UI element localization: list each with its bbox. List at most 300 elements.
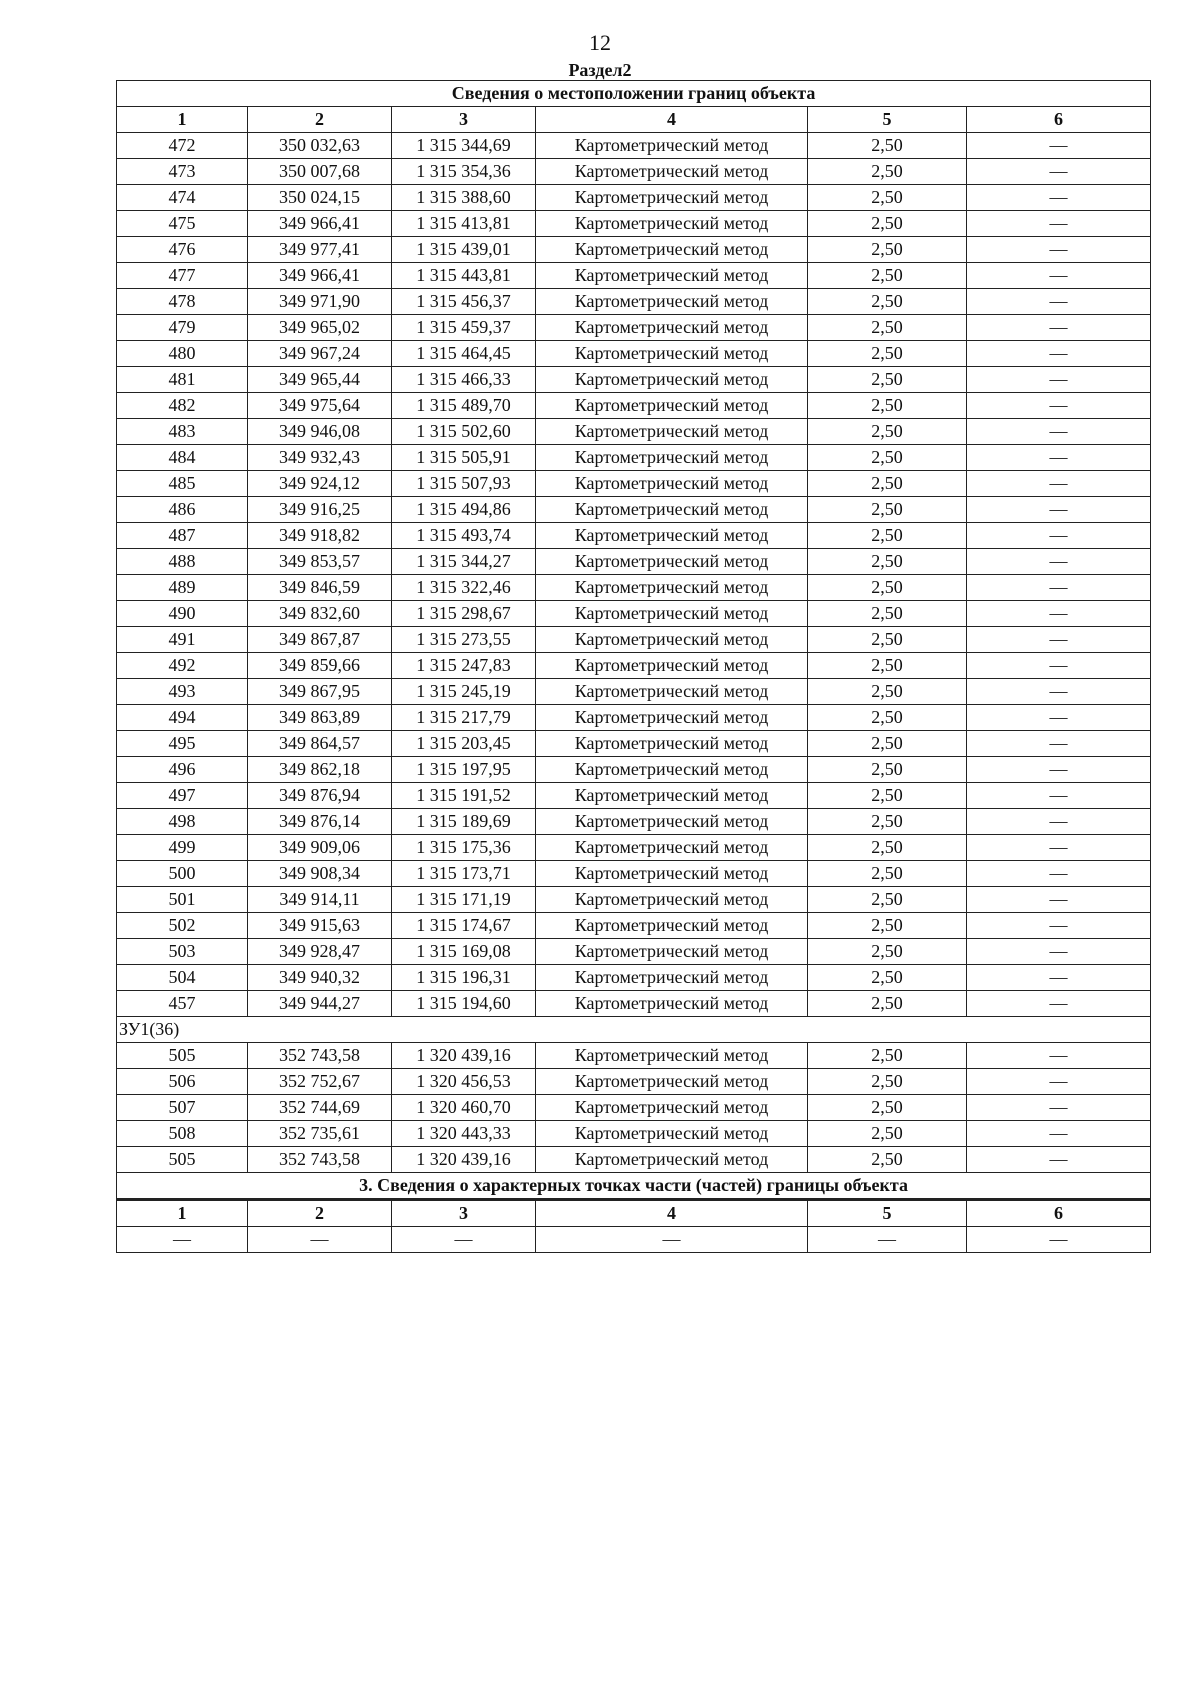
table-cell: Картометрический метод bbox=[536, 263, 808, 289]
table-cell: 2,50 bbox=[808, 575, 967, 601]
table-cell: 508 bbox=[117, 1121, 248, 1147]
table-cell: 2,50 bbox=[808, 913, 967, 939]
table-cell: — bbox=[967, 1147, 1151, 1173]
table-cell: — bbox=[967, 367, 1151, 393]
table-cell: 505 bbox=[117, 1043, 248, 1069]
table-cell: 2,50 bbox=[808, 965, 967, 991]
table-cell: 1 315 494,86 bbox=[392, 497, 536, 523]
table-cell: 2,50 bbox=[808, 419, 967, 445]
table-cell: 2,50 bbox=[808, 523, 967, 549]
table-cell: 1 315 456,37 bbox=[392, 289, 536, 315]
table-cell: — bbox=[967, 419, 1151, 445]
table-row bbox=[117, 393, 1151, 419]
column-header: 2 bbox=[248, 107, 392, 133]
column-header: 1 bbox=[117, 107, 248, 133]
table-cell: 479 bbox=[117, 315, 248, 341]
table-cell: 505 bbox=[117, 1147, 248, 1173]
table-cell: 482 bbox=[117, 393, 248, 419]
table-row bbox=[117, 1227, 1151, 1253]
column-header: 6 bbox=[967, 107, 1151, 133]
table-cell: 349 916,25 bbox=[248, 497, 392, 523]
table-cell: 349 965,44 bbox=[248, 367, 392, 393]
table-cell: 478 bbox=[117, 289, 248, 315]
table-cell: 349 832,60 bbox=[248, 601, 392, 627]
table-cell: 2,50 bbox=[808, 809, 967, 835]
table-cell: 1 315 439,01 bbox=[392, 237, 536, 263]
table-cell: 349 846,59 bbox=[248, 575, 392, 601]
table-row bbox=[117, 1043, 1151, 1069]
table-cell: 1 320 439,16 bbox=[392, 1147, 536, 1173]
table-cell: 1 315 464,45 bbox=[392, 341, 536, 367]
table-cell: 349 914,11 bbox=[248, 887, 392, 913]
table-cell: — bbox=[967, 991, 1151, 1017]
group-label-cell: ЗУ1(36) bbox=[117, 1017, 1151, 1043]
table-cell: — bbox=[967, 887, 1151, 913]
table-cell: 506 bbox=[117, 1069, 248, 1095]
table-row bbox=[117, 1121, 1151, 1147]
table-cell: Картометрический метод bbox=[536, 133, 808, 159]
table-cell: 2,50 bbox=[808, 679, 967, 705]
table-row bbox=[117, 549, 1151, 575]
table-cell: 2,50 bbox=[808, 757, 967, 783]
table-row bbox=[117, 835, 1151, 861]
table-cell: Картометрический метод bbox=[536, 497, 808, 523]
table-cell: 1 315 507,93 bbox=[392, 471, 536, 497]
table-cell: 490 bbox=[117, 601, 248, 627]
table-cell: 501 bbox=[117, 887, 248, 913]
table-cell: 488 bbox=[117, 549, 248, 575]
table-cell: 476 bbox=[117, 237, 248, 263]
table-caption-cell: Сведения о местоположении границ объекта bbox=[117, 81, 1151, 107]
table-cell: — bbox=[536, 1227, 808, 1253]
table-caption bbox=[117, 81, 1151, 107]
table-cell: 487 bbox=[117, 523, 248, 549]
table-cell: 1 315 322,46 bbox=[392, 575, 536, 601]
table-cell: 1 315 298,67 bbox=[392, 601, 536, 627]
table-cell: 503 bbox=[117, 939, 248, 965]
table-cell: Картометрический метод bbox=[536, 393, 808, 419]
table-cell: 349 876,14 bbox=[248, 809, 392, 835]
table-cell: 2,50 bbox=[808, 237, 967, 263]
table-cell: 352 735,61 bbox=[248, 1121, 392, 1147]
table-cell: Картометрический метод bbox=[536, 315, 808, 341]
column-header: 1 bbox=[117, 1200, 248, 1227]
table-cell: Картометрический метод bbox=[536, 653, 808, 679]
table-cell: — bbox=[967, 965, 1151, 991]
table-cell: 480 bbox=[117, 341, 248, 367]
table-cell: — bbox=[967, 835, 1151, 861]
table-row bbox=[117, 341, 1151, 367]
table-cell: 496 bbox=[117, 757, 248, 783]
table-cell: 2,50 bbox=[808, 627, 967, 653]
table-row bbox=[117, 1095, 1151, 1121]
table-row bbox=[117, 211, 1151, 237]
table-cell: Картометрический метод bbox=[536, 757, 808, 783]
table-row bbox=[117, 497, 1151, 523]
table-cell: 1 315 174,67 bbox=[392, 913, 536, 939]
table-cell: 1 315 388,60 bbox=[392, 185, 536, 211]
table-cell: 349 915,63 bbox=[248, 913, 392, 939]
table-cell: Картометрический метод bbox=[536, 159, 808, 185]
table-cell: — bbox=[967, 731, 1151, 757]
table-cell: — bbox=[967, 523, 1151, 549]
table-cell: 349 853,57 bbox=[248, 549, 392, 575]
table-cell: — bbox=[967, 1069, 1151, 1095]
table-cell: Картометрический метод bbox=[536, 211, 808, 237]
table-row bbox=[117, 367, 1151, 393]
table-cell: 1 315 502,60 bbox=[392, 419, 536, 445]
table-cell: — bbox=[967, 627, 1151, 653]
column-header: 3 bbox=[392, 1200, 536, 1227]
column-header: 5 bbox=[808, 1200, 967, 1227]
table-row bbox=[117, 601, 1151, 627]
table-cell: 498 bbox=[117, 809, 248, 835]
table-cell: — bbox=[967, 783, 1151, 809]
table-cell: 2,50 bbox=[808, 783, 967, 809]
table-cell: 1 315 344,69 bbox=[392, 133, 536, 159]
table-cell: — bbox=[967, 679, 1151, 705]
table-cell: Картометрический метод bbox=[536, 913, 808, 939]
table-cell: 1 320 443,33 bbox=[392, 1121, 536, 1147]
table-cell: — bbox=[967, 497, 1151, 523]
table-cell: — bbox=[967, 1227, 1151, 1253]
table-row bbox=[117, 1069, 1151, 1095]
table-cell: Картометрический метод bbox=[536, 731, 808, 757]
table-cell: 2,50 bbox=[808, 341, 967, 367]
table-row bbox=[117, 523, 1151, 549]
table-cell: Картометрический метод bbox=[536, 861, 808, 887]
table-row bbox=[117, 809, 1151, 835]
table-cell: 483 bbox=[117, 419, 248, 445]
table-cell: 350 007,68 bbox=[248, 159, 392, 185]
table-cell: 2,50 bbox=[808, 1095, 967, 1121]
table-cell: — bbox=[967, 549, 1151, 575]
table-cell: 474 bbox=[117, 185, 248, 211]
table-cell: Картометрический метод bbox=[536, 237, 808, 263]
table-cell: 349 928,47 bbox=[248, 939, 392, 965]
table-cell: 1 315 344,27 bbox=[392, 549, 536, 575]
table-cell: — bbox=[967, 939, 1151, 965]
table-cell: Картометрический метод bbox=[536, 549, 808, 575]
table-row bbox=[117, 419, 1151, 445]
table-row bbox=[117, 263, 1151, 289]
table-cell: — bbox=[248, 1227, 392, 1253]
table-cell: — bbox=[808, 1227, 967, 1253]
table-cell: Картометрический метод bbox=[536, 679, 808, 705]
table-cell: Картометрический метод bbox=[536, 1147, 808, 1173]
table-cell: 493 bbox=[117, 679, 248, 705]
page-number: 12 bbox=[589, 30, 611, 55]
table-row bbox=[117, 757, 1151, 783]
table-cell: — bbox=[967, 575, 1151, 601]
table-cell: 484 bbox=[117, 445, 248, 471]
table-cell: Картометрический метод bbox=[536, 367, 808, 393]
table-cell: — bbox=[967, 1095, 1151, 1121]
table-cell: 2,50 bbox=[808, 185, 967, 211]
table-cell: 1 315 194,60 bbox=[392, 991, 536, 1017]
table-cell: 499 bbox=[117, 835, 248, 861]
table-cell: Картометрический метод bbox=[536, 809, 808, 835]
table-cell: 507 bbox=[117, 1095, 248, 1121]
table-cell: 1 315 489,70 bbox=[392, 393, 536, 419]
table-cell: 1 320 456,53 bbox=[392, 1069, 536, 1095]
table-cell: 349 864,57 bbox=[248, 731, 392, 757]
table-cell: 349 862,18 bbox=[248, 757, 392, 783]
table-cell: 1 315 175,36 bbox=[392, 835, 536, 861]
table-cell: 489 bbox=[117, 575, 248, 601]
table-cell: 1 315 191,52 bbox=[392, 783, 536, 809]
table-cell: 457 bbox=[117, 991, 248, 1017]
table-cell: — bbox=[967, 1043, 1151, 1069]
table-cell: 350 032,63 bbox=[248, 133, 392, 159]
column-header: 4 bbox=[536, 1200, 808, 1227]
table-cell: Картометрический метод bbox=[536, 965, 808, 991]
table-cell: — bbox=[967, 237, 1151, 263]
table-cell: 477 bbox=[117, 263, 248, 289]
table-cell: Картометрический метод bbox=[536, 289, 808, 315]
table-row bbox=[117, 289, 1151, 315]
table-cell: Картометрический метод bbox=[536, 601, 808, 627]
column-header: 6 bbox=[967, 1200, 1151, 1227]
table-cell: 2,50 bbox=[808, 601, 967, 627]
table-cell: 1 315 273,55 bbox=[392, 627, 536, 653]
table-row bbox=[117, 887, 1151, 913]
table-cell: 349 977,41 bbox=[248, 237, 392, 263]
table-row bbox=[117, 159, 1151, 185]
table-cell: 349 967,24 bbox=[248, 341, 392, 367]
table-cell: — bbox=[967, 913, 1151, 939]
column-header-row bbox=[117, 107, 1151, 133]
table-cell: — bbox=[967, 471, 1151, 497]
table-row bbox=[117, 731, 1151, 757]
section3-title-cell: 3. Сведения о характерных точках части (частей) границы объекта bbox=[117, 1173, 1151, 1200]
table-cell: 349 867,87 bbox=[248, 627, 392, 653]
table-cell: 1 315 466,33 bbox=[392, 367, 536, 393]
table-cell: — bbox=[967, 185, 1151, 211]
table-cell: 2,50 bbox=[808, 1069, 967, 1095]
table-cell: Картометрический метод bbox=[536, 575, 808, 601]
table-cell: 349 924,12 bbox=[248, 471, 392, 497]
table-cell: Картометрический метод bbox=[536, 887, 808, 913]
table-cell: 1 315 354,36 bbox=[392, 159, 536, 185]
table-cell: — bbox=[967, 289, 1151, 315]
table-cell: Картометрический метод bbox=[536, 1121, 808, 1147]
table-cell: 1 315 459,37 bbox=[392, 315, 536, 341]
table-cell: 349 966,41 bbox=[248, 263, 392, 289]
table-cell: 349 975,64 bbox=[248, 393, 392, 419]
table-cell: 349 932,43 bbox=[248, 445, 392, 471]
table-row bbox=[117, 991, 1151, 1017]
table-cell: 2,50 bbox=[808, 263, 967, 289]
table-cell: 1 315 443,81 bbox=[392, 263, 536, 289]
table-cell: Картометрический метод bbox=[536, 783, 808, 809]
table-cell: 349 918,82 bbox=[248, 523, 392, 549]
table-cell: 2,50 bbox=[808, 731, 967, 757]
table-cell: 2,50 bbox=[808, 705, 967, 731]
table-cell: 352 743,58 bbox=[248, 1043, 392, 1069]
table-cell: 494 bbox=[117, 705, 248, 731]
table-row bbox=[117, 939, 1151, 965]
table-cell: 1 320 439,16 bbox=[392, 1043, 536, 1069]
table-cell: 349 876,94 bbox=[248, 783, 392, 809]
table-cell: 1 320 460,70 bbox=[392, 1095, 536, 1121]
table-cell: 350 024,15 bbox=[248, 185, 392, 211]
table-cell: — bbox=[967, 601, 1151, 627]
table-row bbox=[117, 861, 1151, 887]
table-cell: Картометрический метод bbox=[536, 419, 808, 445]
table-cell: Картометрический метод bbox=[536, 835, 808, 861]
table-row bbox=[117, 783, 1151, 809]
table-cell: Картометрический метод bbox=[536, 991, 808, 1017]
table-cell: 349 944,27 bbox=[248, 991, 392, 1017]
table-cell: — bbox=[967, 809, 1151, 835]
section3-title bbox=[117, 1173, 1151, 1200]
table-cell: — bbox=[967, 1121, 1151, 1147]
table-cell: 2,50 bbox=[808, 445, 967, 471]
table-row bbox=[117, 679, 1151, 705]
table-cell: 502 bbox=[117, 913, 248, 939]
table-cell: — bbox=[967, 393, 1151, 419]
table-cell: 2,50 bbox=[808, 497, 967, 523]
table-cell: 1 315 173,71 bbox=[392, 861, 536, 887]
table-cell: 1 315 493,74 bbox=[392, 523, 536, 549]
group-label bbox=[117, 1017, 1151, 1043]
table-cell: 2,50 bbox=[808, 315, 967, 341]
table-cell: 352 743,58 bbox=[248, 1147, 392, 1173]
table-cell: — bbox=[967, 159, 1151, 185]
table-cell: 1 315 505,91 bbox=[392, 445, 536, 471]
table-cell: 2,50 bbox=[808, 991, 967, 1017]
table-cell: 2,50 bbox=[808, 1043, 967, 1069]
table-cell: 1 315 245,19 bbox=[392, 679, 536, 705]
table-cell: 1 315 217,79 bbox=[392, 705, 536, 731]
boundary-table bbox=[116, 80, 1151, 1253]
table-cell: 349 867,95 bbox=[248, 679, 392, 705]
table-cell: 2,50 bbox=[808, 549, 967, 575]
table-cell: — bbox=[967, 705, 1151, 731]
table-cell: — bbox=[967, 445, 1151, 471]
table-cell: Картометрический метод bbox=[536, 1095, 808, 1121]
table-row bbox=[117, 627, 1151, 653]
table-row bbox=[117, 237, 1151, 263]
table-cell: 491 bbox=[117, 627, 248, 653]
table-row bbox=[117, 913, 1151, 939]
table-cell: — bbox=[967, 133, 1151, 159]
table-cell: 2,50 bbox=[808, 367, 967, 393]
table-cell: Картометрический метод bbox=[536, 471, 808, 497]
table-cell: — bbox=[967, 757, 1151, 783]
table-cell: — bbox=[967, 315, 1151, 341]
table-row bbox=[117, 185, 1151, 211]
table-cell: 2,50 bbox=[808, 133, 967, 159]
table-cell: 1 315 197,95 bbox=[392, 757, 536, 783]
table-cell: 2,50 bbox=[808, 939, 967, 965]
table-cell: 1 315 171,19 bbox=[392, 887, 536, 913]
table-cell: 2,50 bbox=[808, 393, 967, 419]
table-cell: 497 bbox=[117, 783, 248, 809]
table-cell: 1 315 413,81 bbox=[392, 211, 536, 237]
table-cell: 2,50 bbox=[808, 861, 967, 887]
table-row bbox=[117, 471, 1151, 497]
table-cell: 352 752,67 bbox=[248, 1069, 392, 1095]
table-cell: 1 315 169,08 bbox=[392, 939, 536, 965]
table-row bbox=[117, 1147, 1151, 1173]
table-cell: 472 bbox=[117, 133, 248, 159]
table-cell: 495 bbox=[117, 731, 248, 757]
table-cell: 473 bbox=[117, 159, 248, 185]
table-cell: 1 315 189,69 bbox=[392, 809, 536, 835]
table-cell: — bbox=[392, 1227, 536, 1253]
column-header: 2 bbox=[248, 1200, 392, 1227]
table-cell: 500 bbox=[117, 861, 248, 887]
table-row bbox=[117, 133, 1151, 159]
column-header: 3 bbox=[392, 107, 536, 133]
table-cell: 349 863,89 bbox=[248, 705, 392, 731]
table-cell: 2,50 bbox=[808, 211, 967, 237]
column-header: 5 bbox=[808, 107, 967, 133]
table-cell: 2,50 bbox=[808, 159, 967, 185]
table-cell: Картометрический метод bbox=[536, 445, 808, 471]
table-cell: 2,50 bbox=[808, 1147, 967, 1173]
table-row bbox=[117, 965, 1151, 991]
table-cell: 349 946,08 bbox=[248, 419, 392, 445]
table-cell: — bbox=[967, 263, 1151, 289]
table-row bbox=[117, 653, 1151, 679]
column-header-row bbox=[117, 1200, 1151, 1227]
table-cell: Картометрический метод bbox=[536, 705, 808, 731]
table-cell: Картометрический метод bbox=[536, 1069, 808, 1095]
column-header: 4 bbox=[536, 107, 808, 133]
table-cell: 2,50 bbox=[808, 835, 967, 861]
table-cell: 2,50 bbox=[808, 1121, 967, 1147]
table-cell: 1 315 196,31 bbox=[392, 965, 536, 991]
table-cell: 2,50 bbox=[808, 289, 967, 315]
table-cell: 486 bbox=[117, 497, 248, 523]
table-cell: 1 315 203,45 bbox=[392, 731, 536, 757]
table-cell: — bbox=[967, 211, 1151, 237]
table-row bbox=[117, 705, 1151, 731]
table-cell: 2,50 bbox=[808, 887, 967, 913]
table-row bbox=[117, 315, 1151, 341]
table-cell: 349 909,06 bbox=[248, 835, 392, 861]
section-title: Раздел2 bbox=[568, 60, 632, 80]
table-cell: 349 908,34 bbox=[248, 861, 392, 887]
table-cell: 349 940,32 bbox=[248, 965, 392, 991]
table-cell: Картометрический метод bbox=[536, 185, 808, 211]
table-cell: 475 bbox=[117, 211, 248, 237]
table-cell: 485 bbox=[117, 471, 248, 497]
table-cell: — bbox=[117, 1227, 248, 1253]
table-cell: 349 971,90 bbox=[248, 289, 392, 315]
table-cell: 2,50 bbox=[808, 471, 967, 497]
table-cell: Картометрический метод bbox=[536, 523, 808, 549]
table-row bbox=[117, 445, 1151, 471]
table-cell: Картометрический метод bbox=[536, 341, 808, 367]
table-cell: — bbox=[967, 861, 1151, 887]
table-cell: 492 bbox=[117, 653, 248, 679]
table-cell: 504 bbox=[117, 965, 248, 991]
table-cell: — bbox=[967, 653, 1151, 679]
table-cell: 349 966,41 bbox=[248, 211, 392, 237]
table-row bbox=[117, 575, 1151, 601]
table-cell: 349 965,02 bbox=[248, 315, 392, 341]
table-cell: Картометрический метод bbox=[536, 1043, 808, 1069]
table-cell: 1 315 247,83 bbox=[392, 653, 536, 679]
table-cell: — bbox=[967, 341, 1151, 367]
table-cell: Картометрический метод bbox=[536, 939, 808, 965]
table-cell: 481 bbox=[117, 367, 248, 393]
table-cell: 2,50 bbox=[808, 653, 967, 679]
